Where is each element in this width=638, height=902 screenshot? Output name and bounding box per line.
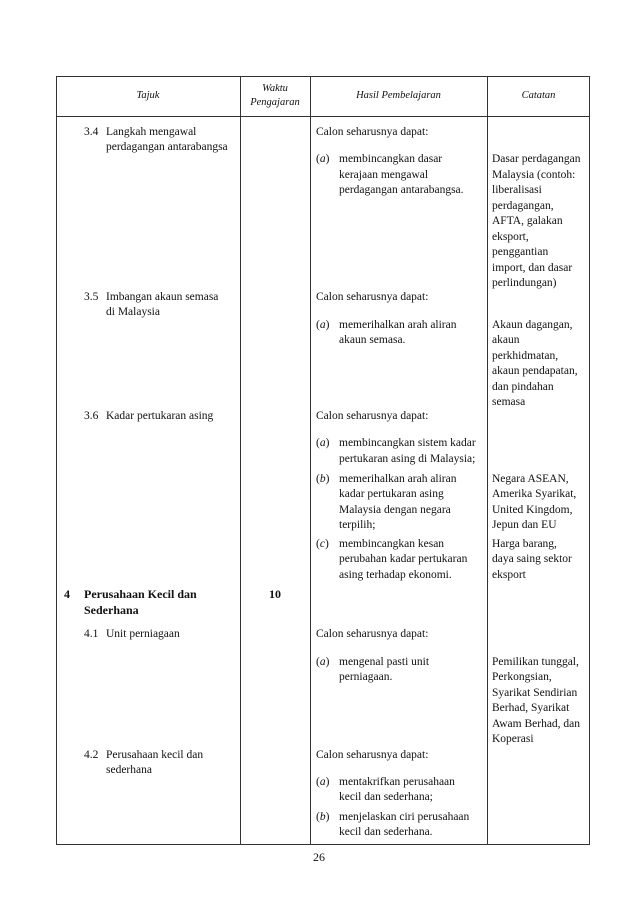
column-divider [487,76,488,845]
column-divider [310,76,311,845]
page-number: 26 [313,850,325,864]
header-tajuk: Tajuk [136,90,160,101]
teaching-hours: 10 [269,587,281,601]
header-waktu: Waktu Pengajaran [250,83,300,108]
header-divider [56,116,590,117]
column-divider [240,76,241,845]
header-catatan: Catatan [521,90,556,101]
header-hasil: Hasil Pembelajaran [356,90,441,101]
document-page: Tajuk Waktu Pengajaran Hasil Pembelajaran Catatan 3.4 Langkah mengawal perdagangan antarabangsa Calon seharusnya dapat: (a) membincangkan dasar kerajaan mengawal perdagangan antarabangsa. Dasar perdagangan Malaysia (contoh: liberalisasi perdagangan, AFTA, galakan eksport, penggantian import, dan dasar perlindungan) 3.5 Imbangan akaun semasa di Malaysia Calon seharusnya dapat: (a) memerihalkan arah aliran akaun semasa. Akaun dagangan, akaun perkhidmatan, akaun pendapatan, dan pindahan semasa 3.6 Kadar pertukaran asing Calon seharusnya dapat: (a) membincangkan sistem kadar pertukaran asing di Malaysia; (b) memerihalkan arah aliran kadar pertukaran asing Malaysia dengan negara terpilih; Negara ASEAN, Amerika Syarikat, United Kingdom, Jepun dan EU (c) membincangkan kesan perubahan kadar pertukaran asing terhadap ekonomi. Harga barang, daya saing sektor eksport 4 Perusahaan Kecil dan Sederhana 10 4.1 Unit perniagaan Calon seharusnya dapat: (a) mengenal pasti unit perniagaan. Pemilikan tunggal, Perkongsian, Syarikat Sendirian Berhad, Syarikat Awam Berhad, dan Koperasi 4.2 Perusahaan kecil dan sederhana Calon seharusnya dapat: (a) mentakrifkan perusahaan kecil dan sederhana; (b) menjelaskan ciri perusahaan kecil dan sederhana. 26 [0,0,638,902]
